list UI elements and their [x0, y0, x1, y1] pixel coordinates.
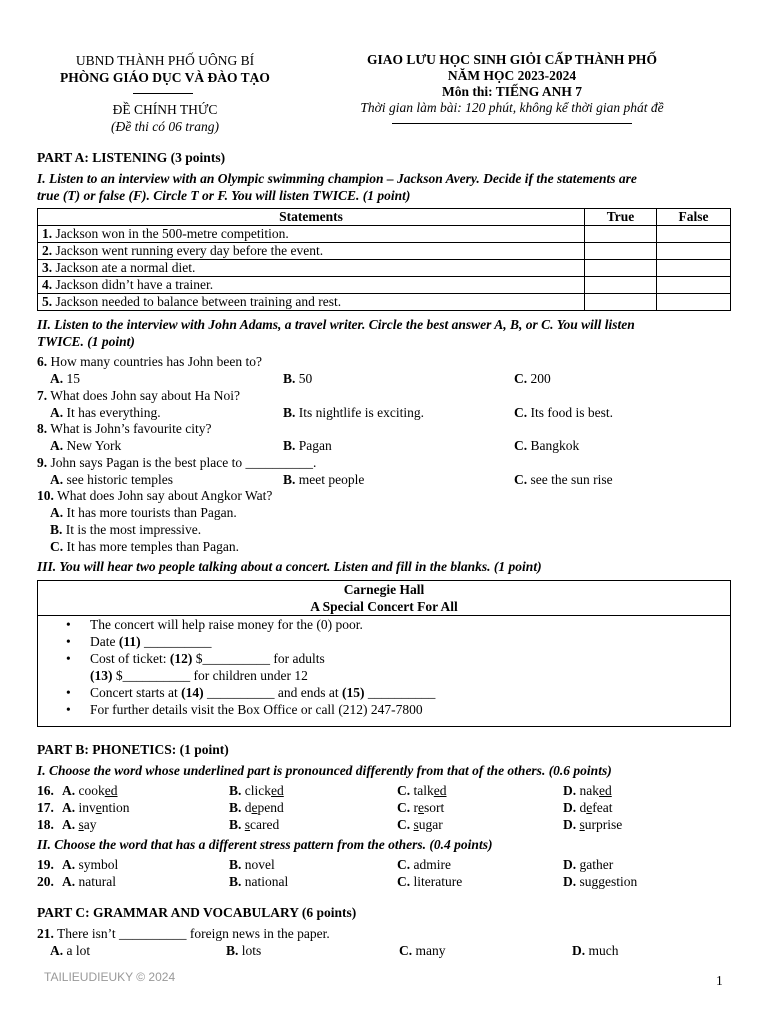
bullet-icon: •: [66, 685, 71, 700]
false-cell[interactable]: [657, 243, 731, 260]
option-10c[interactable]: C. It has more temples than Pagan.: [50, 539, 239, 554]
department-name: PHÒNG GIÁO DỤC VÀ ĐÀO TẠO: [60, 70, 270, 85]
question-text: How many countries has John been to?: [47, 354, 262, 369]
table-row: [38, 260, 731, 277]
option-9c[interactable]: C. see the sun rise: [514, 472, 613, 487]
authority-name: UBND THÀNH PHỐ UÔNG BÍ: [75, 53, 255, 68]
list-item: (13) $__________ for children under 12: [90, 668, 308, 683]
option-10a[interactable]: A. It has more tourists than Pagan.: [50, 505, 237, 520]
option-9b[interactable]: B. meet people: [283, 472, 365, 487]
true-cell[interactable]: [585, 260, 657, 277]
question-text: There isn’t __________ foreign news in the paper.: [53, 926, 330, 941]
option-18d[interactable]: D. surprise: [563, 817, 623, 832]
table-row: [38, 243, 731, 260]
question-text: What is John’s favourite city?: [47, 421, 212, 436]
question-number: 6.: [37, 354, 48, 369]
table-row: [38, 294, 731, 311]
table-row: [38, 226, 731, 243]
question-number: 9.: [37, 455, 48, 470]
option-6a[interactable]: A. 15: [50, 371, 80, 386]
option-16d[interactable]: D. naked: [563, 783, 612, 798]
option-17c[interactable]: C. resort: [397, 800, 445, 815]
question-text: What does John say about Ha Noi?: [47, 388, 240, 403]
part-a-sec1-instruction-1: I. Listen to an interview with an Olympic swimming champion – Jackson Avery. Decide if the statements are: [37, 171, 637, 186]
option-16b[interactable]: B. clicked: [229, 783, 284, 798]
option-7c[interactable]: C. Its food is best.: [514, 405, 613, 420]
option-18a[interactable]: A. say: [62, 817, 97, 832]
option-7a[interactable]: A. It has everything.: [50, 405, 161, 420]
question-number-18: 18.: [37, 817, 54, 832]
official-label: ĐỀ CHÍNH THỨC: [112, 102, 218, 117]
true-cell[interactable]: [585, 277, 657, 294]
list-item: • Cost of ticket: (12) $__________ for adults: [66, 651, 325, 666]
statement-text: Jackson went running every day before the event.: [52, 243, 324, 258]
option-17b[interactable]: B. depend: [229, 800, 284, 815]
header-right: [322, 52, 702, 116]
page-number: 1: [716, 973, 723, 988]
time-allowed: Thời gian làm bài: 120 phút, không kể thời gian phát đề: [360, 100, 664, 115]
list-item: • The concert will help raise money for the (0) poor.: [66, 617, 363, 632]
option-20b[interactable]: B. national: [229, 874, 289, 889]
option-21c[interactable]: C. many: [399, 943, 446, 958]
list-item: • Date (11) __________: [66, 634, 212, 649]
option-21a[interactable]: A. a lot: [50, 943, 91, 958]
option-19c[interactable]: C. admire: [397, 857, 451, 872]
school-year: NĂM HỌC 2023-2024: [447, 68, 577, 83]
option-8a[interactable]: A. New York: [50, 438, 122, 453]
statement-text: Jackson ate a normal diet.: [52, 260, 196, 275]
option-8b[interactable]: B. Pagan: [283, 438, 332, 453]
table-row: [38, 277, 731, 294]
header-false: False: [657, 209, 731, 226]
option-17a[interactable]: A. invention: [62, 800, 130, 815]
statement-text: Jackson won in the 500-metre competition.: [52, 226, 289, 241]
statement-number: 3.: [42, 260, 53, 275]
option-7b[interactable]: B. Its nightlife is exciting.: [283, 405, 424, 420]
header-statements: Statements: [38, 209, 585, 226]
question-6: [37, 354, 262, 370]
question-number: 21.: [37, 926, 54, 941]
concert-box-header: [38, 581, 730, 616]
blank-13[interactable]: $__________ for children under 12: [112, 668, 308, 683]
part-c-title: PART C: GRAMMAR AND VOCABULARY (6 points): [37, 905, 357, 920]
statements-table: [37, 208, 731, 311]
false-cell[interactable]: [657, 260, 731, 277]
header-left-bottom: [30, 101, 300, 135]
part-a-sec2-instruction-2: TWICE. (1 point): [37, 334, 135, 349]
statement-number: 4.: [42, 277, 53, 292]
question-number-20: 20.: [37, 874, 54, 889]
option-9a[interactable]: A. see historic temples: [50, 472, 173, 487]
false-cell[interactable]: [657, 277, 731, 294]
header-left-divider: [133, 93, 193, 94]
bullet-icon: •: [66, 702, 71, 717]
question-number: 7.: [37, 388, 48, 403]
header-left: [30, 52, 300, 86]
question-number-16: 16.: [37, 783, 54, 798]
option-6c[interactable]: C. 200: [514, 371, 551, 386]
question-9: [37, 455, 316, 471]
part-a-sec1-instruction-2: true (T) or false (F). Circle T or F. You will listen TWICE. (1 point): [37, 188, 411, 203]
footer-brand: TAILIEUDIEUKY © 2024: [44, 970, 176, 984]
false-cell[interactable]: [657, 226, 731, 243]
question-number: 10.: [37, 488, 54, 503]
table-header-row: [38, 209, 731, 226]
option-19d[interactable]: D. gather: [563, 857, 614, 872]
part-b-sec1-instruction: I. Choose the word whose underlined part is pronounced differently from that of the others. (0.6 points): [37, 763, 612, 778]
option-20d[interactable]: D. suggestion: [563, 874, 638, 889]
question-number: 8.: [37, 421, 48, 436]
part-b-title: PART B: PHONETICS: (1 point): [37, 742, 229, 757]
part-a-sec3-instruction: III. You will hear two people talking about a concert. Listen and fill in the blanks. (1 point): [37, 559, 542, 574]
option-20a[interactable]: A. natural: [62, 874, 116, 889]
page-count-note: (Đề thi có 06 trang): [111, 119, 219, 134]
question-text: John says Pagan is the best place to __________.: [47, 455, 317, 470]
concert-details: [38, 616, 730, 718]
bullet-icon: •: [66, 651, 71, 666]
option-6b[interactable]: B. 50: [283, 371, 313, 386]
option-17d[interactable]: D. defeat: [563, 800, 613, 815]
question-21: [37, 926, 330, 942]
header-true: True: [585, 209, 657, 226]
option-21b[interactable]: B. lots: [226, 943, 262, 958]
true-cell[interactable]: [585, 243, 657, 260]
option-18b[interactable]: B. scared: [229, 817, 280, 832]
option-20c[interactable]: C. literature: [397, 874, 463, 889]
blank-11[interactable]: __________: [140, 634, 212, 649]
option-18c[interactable]: C. sugar: [397, 817, 443, 832]
question-10: [37, 488, 272, 504]
header-right-divider: [392, 123, 632, 124]
question-number-19: 19.: [37, 857, 54, 872]
part-b-sec2-instruction: II. Choose the word that has a different stress pattern from the others. (0.4 points): [37, 837, 493, 852]
bullet-icon: •: [66, 634, 71, 649]
true-cell[interactable]: [585, 226, 657, 243]
exam-title: GIAO LƯU HỌC SINH GIỎI CẤP THÀNH PHỐ: [367, 52, 657, 67]
concert-title: A Special Concert For All: [310, 599, 458, 614]
statement-text: Jackson didn’t have a trainer.: [52, 277, 214, 292]
question-text: What does John say about Angkor Wat?: [53, 488, 273, 503]
statement-number: 1.: [42, 226, 53, 241]
option-19b[interactable]: B. novel: [229, 857, 275, 872]
false-cell[interactable]: [657, 294, 731, 311]
question-8: [37, 421, 211, 437]
concert-box: [37, 580, 731, 727]
statement-text: Jackson needed to balance between training and rest.: [52, 294, 342, 309]
option-21d[interactable]: D. much: [572, 943, 619, 958]
question-number-17: 17.: [37, 800, 54, 815]
part-a-title: PART A: LISTENING (3 points): [37, 150, 226, 165]
option-8c[interactable]: C. Bangkok: [514, 438, 580, 453]
statement-number: 2.: [42, 243, 53, 258]
blank-15[interactable]: __________: [364, 685, 436, 700]
concert-venue: Carnegie Hall: [343, 582, 425, 597]
list-item: • Concert starts at (14) __________ and ends at (15) __________: [66, 685, 436, 700]
part-a-sec2-instruction-1: II. Listen to the interview with John Adams, a travel writer. Circle the best answer A, B, or C. You will listen: [37, 317, 635, 332]
option-16a[interactable]: A. cooked: [62, 783, 118, 798]
statement-number: 5.: [42, 294, 53, 309]
option-16c[interactable]: C. talked: [397, 783, 447, 798]
option-10b[interactable]: B. It is the most impressive.: [50, 522, 202, 537]
list-item: • For further details visit the Box Office or call (212) 247-7800: [66, 702, 423, 717]
subject: Môn thi: TIẾNG ANH 7: [441, 84, 583, 99]
question-7: [37, 388, 240, 404]
blank-14[interactable]: __________ and ends at: [203, 685, 342, 700]
true-cell[interactable]: [585, 294, 657, 311]
blank-12[interactable]: $__________ for adults: [192, 651, 325, 666]
option-19a[interactable]: A. symbol: [62, 857, 119, 872]
bullet-icon: •: [66, 617, 71, 632]
